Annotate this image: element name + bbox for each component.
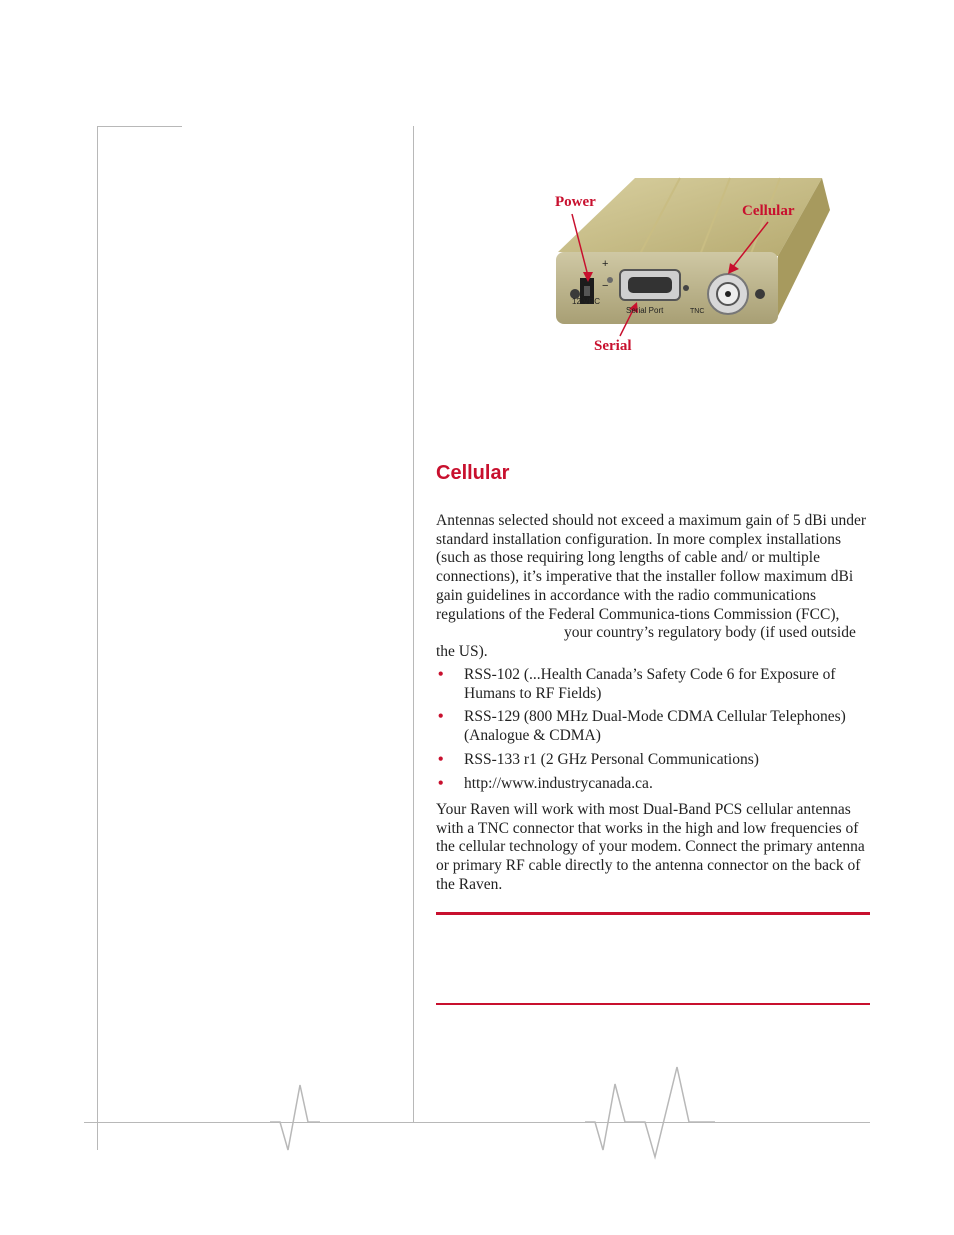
regulation-list [436, 666, 872, 798]
list-item: • RSS-102 (...Health Canada’s Safety Code 6 for Exposure of Humans to RF Fields) [438, 666, 836, 702]
intro-paragraph [436, 512, 872, 662]
column-divider-rule [413, 126, 414, 1122]
voltage-marking: 12 VDC [572, 297, 601, 306]
list-item: • http://www.industrycanada.ca. [438, 774, 653, 792]
minus-marking: − [602, 280, 609, 292]
serial-callout: Serial [594, 338, 632, 354]
bottom-rule [84, 1122, 870, 1123]
cellular-callout: Cellular [742, 203, 795, 219]
intro-text: Antennas selected should not exceed a maximum gain of 5 dBi under standard installation configuration. In more complex installations (such as those requiring long lengths of cable and/ or multiple connections), it’s imperative that the installer follow maximum dBi gain guidelines in accordance with the radio communications regulations of the Federal Communica-tions Commission (FCC), [436, 512, 867, 623]
bullet-icon: • [438, 666, 444, 683]
left-margin-rule [97, 126, 98, 1150]
tnc-marking: TNC [690, 308, 705, 315]
section-heading: Cellular [436, 462, 510, 484]
screw-right-icon [755, 289, 765, 299]
top-corner-rule [97, 126, 182, 127]
bullet-icon: • [438, 750, 444, 768]
note-top-rule [436, 912, 870, 915]
bullet-icon: • [438, 708, 444, 726]
heartbeat-decoration-left [270, 1080, 320, 1160]
intro-tail-text: your country’s regulatory body (if used outside the US). [436, 624, 856, 660]
closing-paragraph: Your Raven will work with most Dual-Band PCS cellular antennas with a TNC connector that works in the high and low frequencies of the cellular technology of your modem. Connect the primary antenna or primary RF cable directly to the antenna connector on the back of the Raven. [436, 801, 865, 893]
list-item: • RSS-129 (800 MHz Dual-Mode CDMA Cellular Telephones) (Analogue & CDMA) [438, 708, 846, 745]
serial-port-marking: Serial Port [626, 306, 664, 315]
power-callout: Power [555, 194, 596, 210]
list-item: • RSS-133 r1 (2 GHz Personal Communications) [438, 750, 759, 768]
note-bottom-rule [436, 1003, 870, 1005]
bullet-icon: • [438, 774, 444, 792]
modem-figure [540, 170, 840, 360]
heartbeat-decoration-right [585, 1062, 715, 1162]
plus-marking: + [602, 258, 609, 270]
